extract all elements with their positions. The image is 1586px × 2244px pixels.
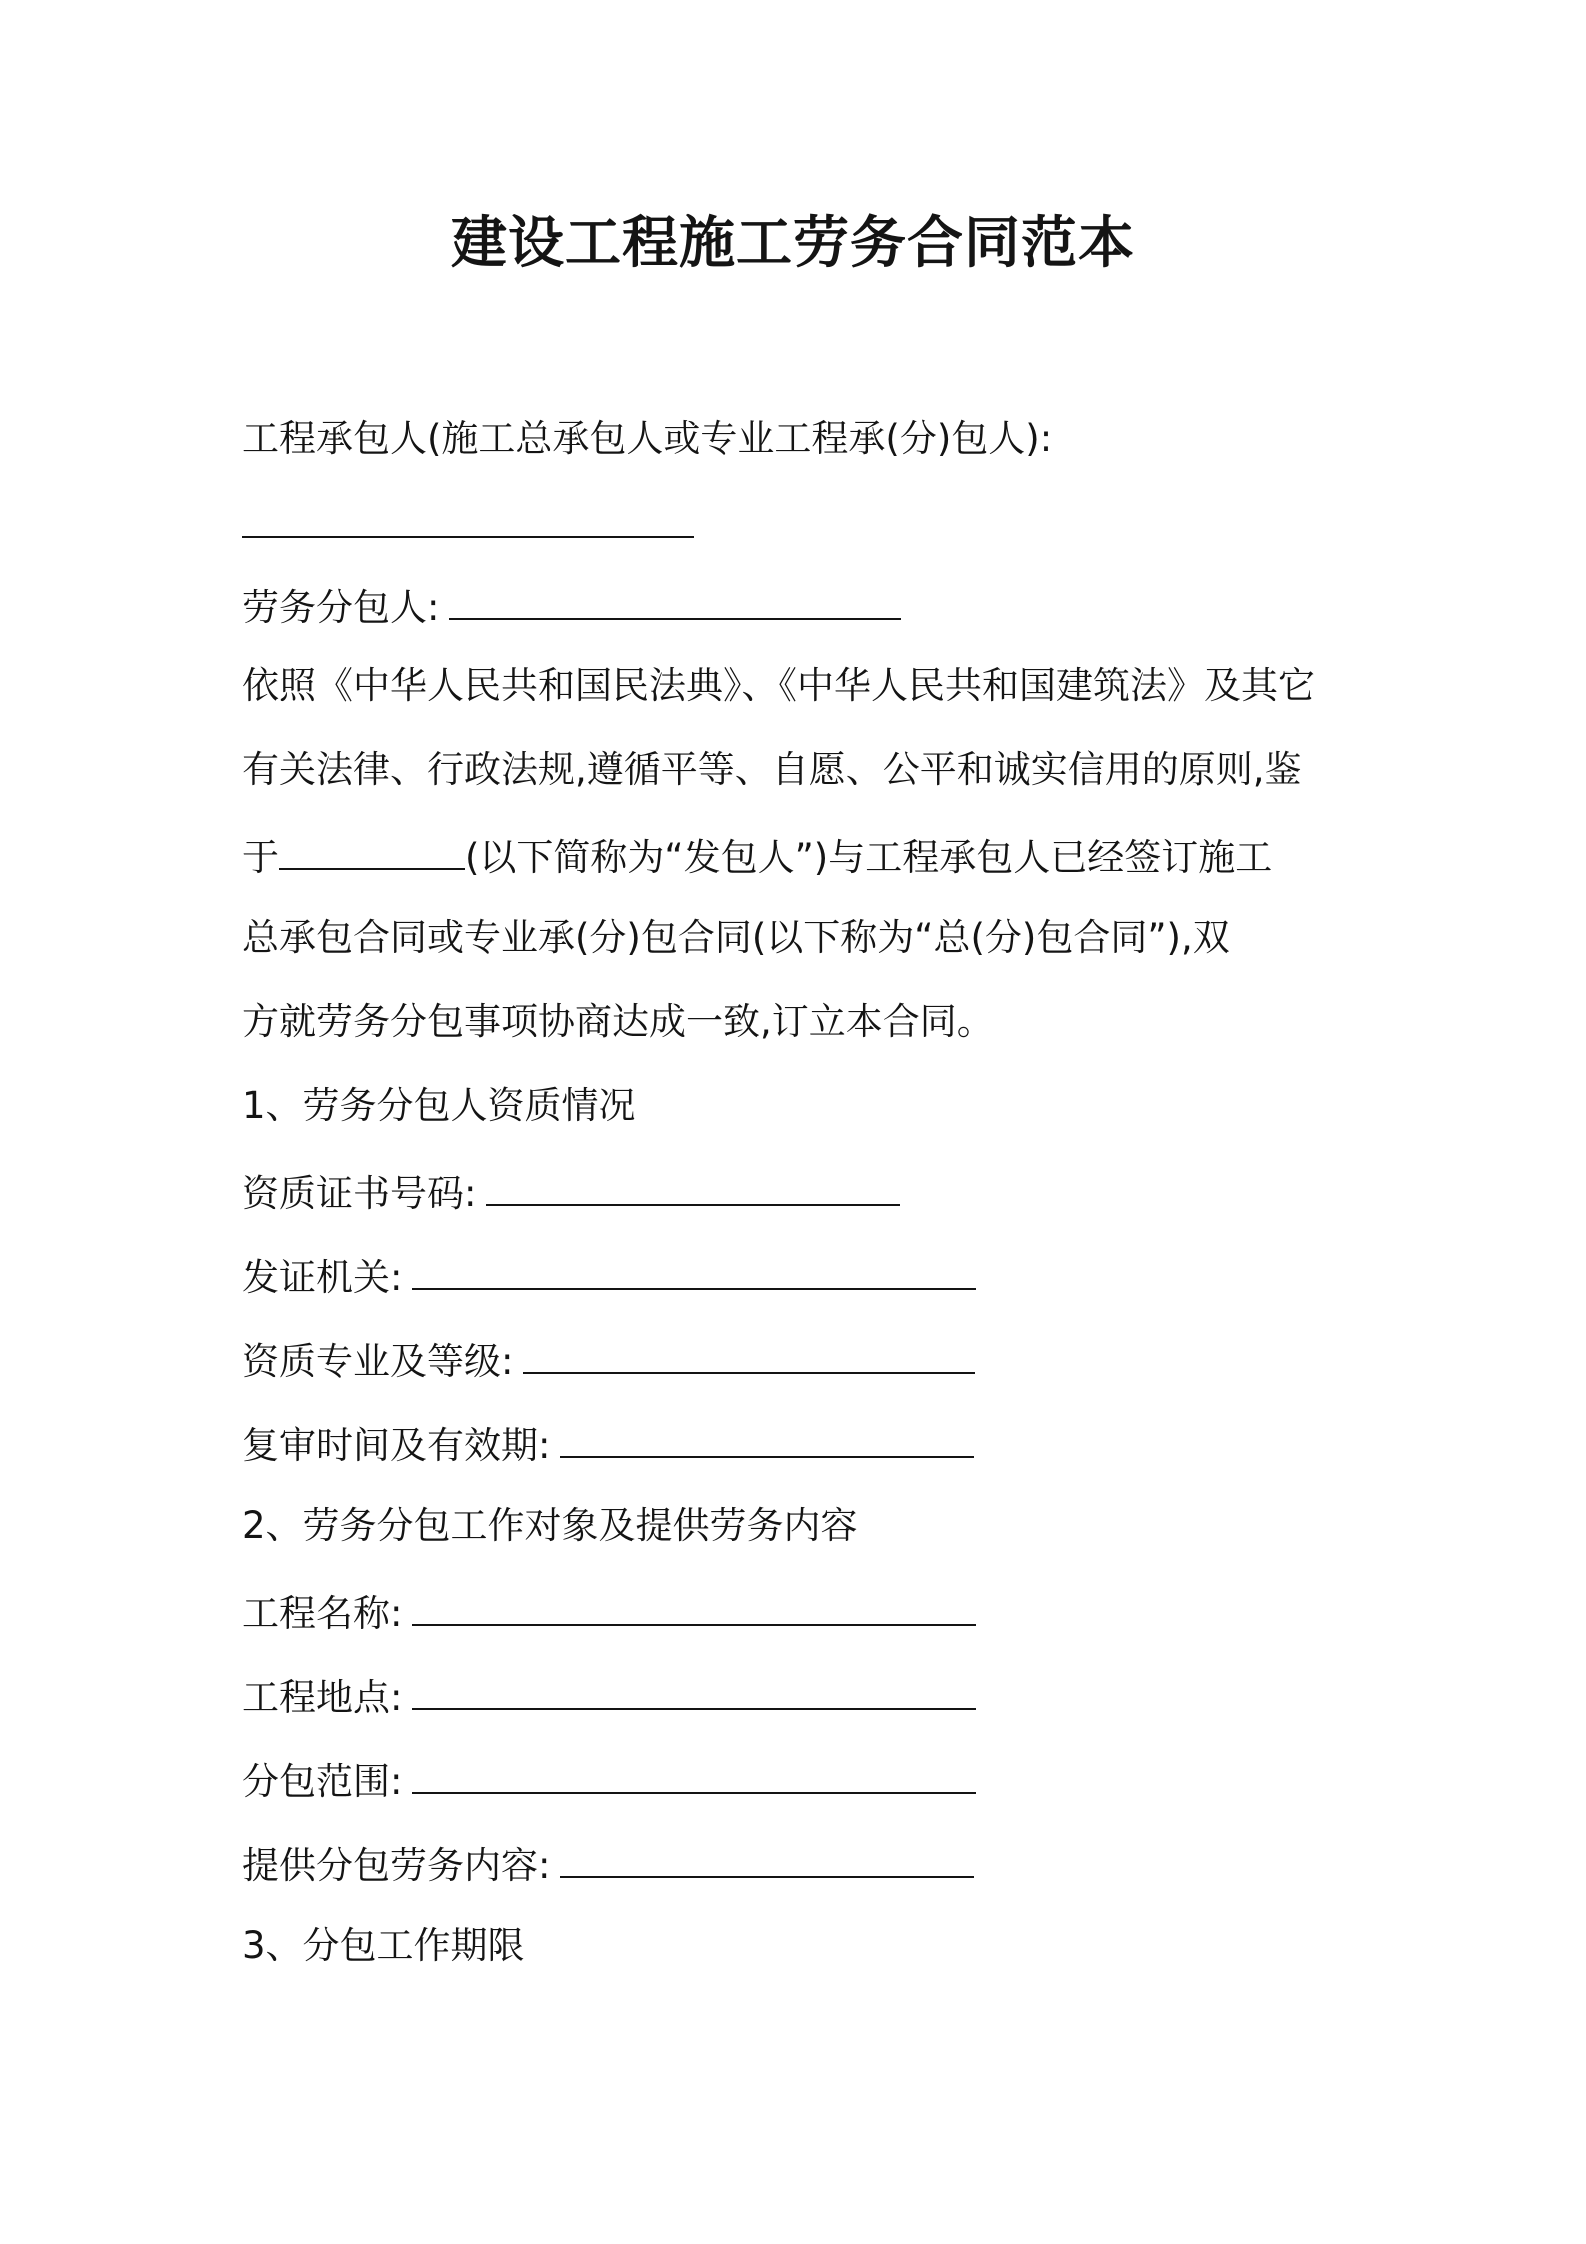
- specialty-label: 资质专业及等级:: [242, 1340, 514, 1383]
- issuer-label: 发证机关:: [242, 1256, 403, 1299]
- project-name-label: 工程名称:: [242, 1592, 403, 1635]
- issuer-line: [242, 1250, 976, 1302]
- review-label: 复审时间及有效期:: [242, 1424, 551, 1467]
- preamble-line-2: 有关法律、行政法规,遵循平等、自愿、公平和诚实信用的原则,鉴: [242, 748, 1302, 791]
- scope-line: [242, 1754, 976, 1806]
- employer-blank: [279, 830, 465, 870]
- preamble-line-3: [242, 830, 1272, 882]
- section-1-heading: 1、劳务分包人资质情况: [242, 1084, 636, 1127]
- review-line: [242, 1418, 974, 1470]
- cert-number-blank: [486, 1166, 900, 1206]
- contractor-label: 工程承包人(施工总承包人或专业工程承(分)包人):: [242, 417, 1053, 460]
- content-label: 提供分包劳务内容:: [242, 1844, 551, 1887]
- labor-subcontractor-label: 劳务分包人:: [242, 586, 440, 629]
- review-blank: [560, 1418, 974, 1458]
- preamble-line-5: 方就劳务分包事项协商达成一致,订立本合同。: [242, 1000, 994, 1043]
- preamble-line-1: 依照《中华人民共和国民法典》、《中华人民共和国建筑法》及其它: [242, 664, 1315, 707]
- preamble-line-3-start: 于: [242, 836, 279, 879]
- specialty-blank: [523, 1334, 975, 1374]
- section-3-heading: 3、分包工作期限: [242, 1924, 525, 1967]
- preamble-line-4: 总承包合同或专业承(分)包合同(以下称为“总(分)包合同”),双: [242, 916, 1230, 959]
- project-site-blank: [412, 1670, 976, 1710]
- cert-number-label: 资质证书号码:: [242, 1172, 477, 1215]
- content-blank: [560, 1838, 974, 1878]
- specialty-line: [242, 1334, 975, 1386]
- section-2-heading: 2、劳务分包工作对象及提供劳务内容: [242, 1504, 858, 1547]
- scope-blank: [412, 1754, 976, 1794]
- project-name-line: [242, 1586, 976, 1638]
- labor-subcontractor-blank: [449, 580, 901, 620]
- project-name-blank: [412, 1586, 976, 1626]
- scope-label: 分包范围:: [242, 1760, 403, 1803]
- preamble-line-3-end: (以下简称为“发包人”)与工程承包人已经签订施工: [465, 836, 1273, 879]
- contractor-blank: [242, 536, 694, 538]
- project-site-label: 工程地点:: [242, 1676, 403, 1719]
- content-line: [242, 1838, 974, 1890]
- issuer-blank: [412, 1250, 976, 1290]
- labor-subcontractor-line: [242, 580, 901, 632]
- cert-number-line: [242, 1166, 900, 1218]
- document-title: 建设工程施工劳务合同范本: [451, 211, 1135, 276]
- project-site-line: [242, 1670, 976, 1722]
